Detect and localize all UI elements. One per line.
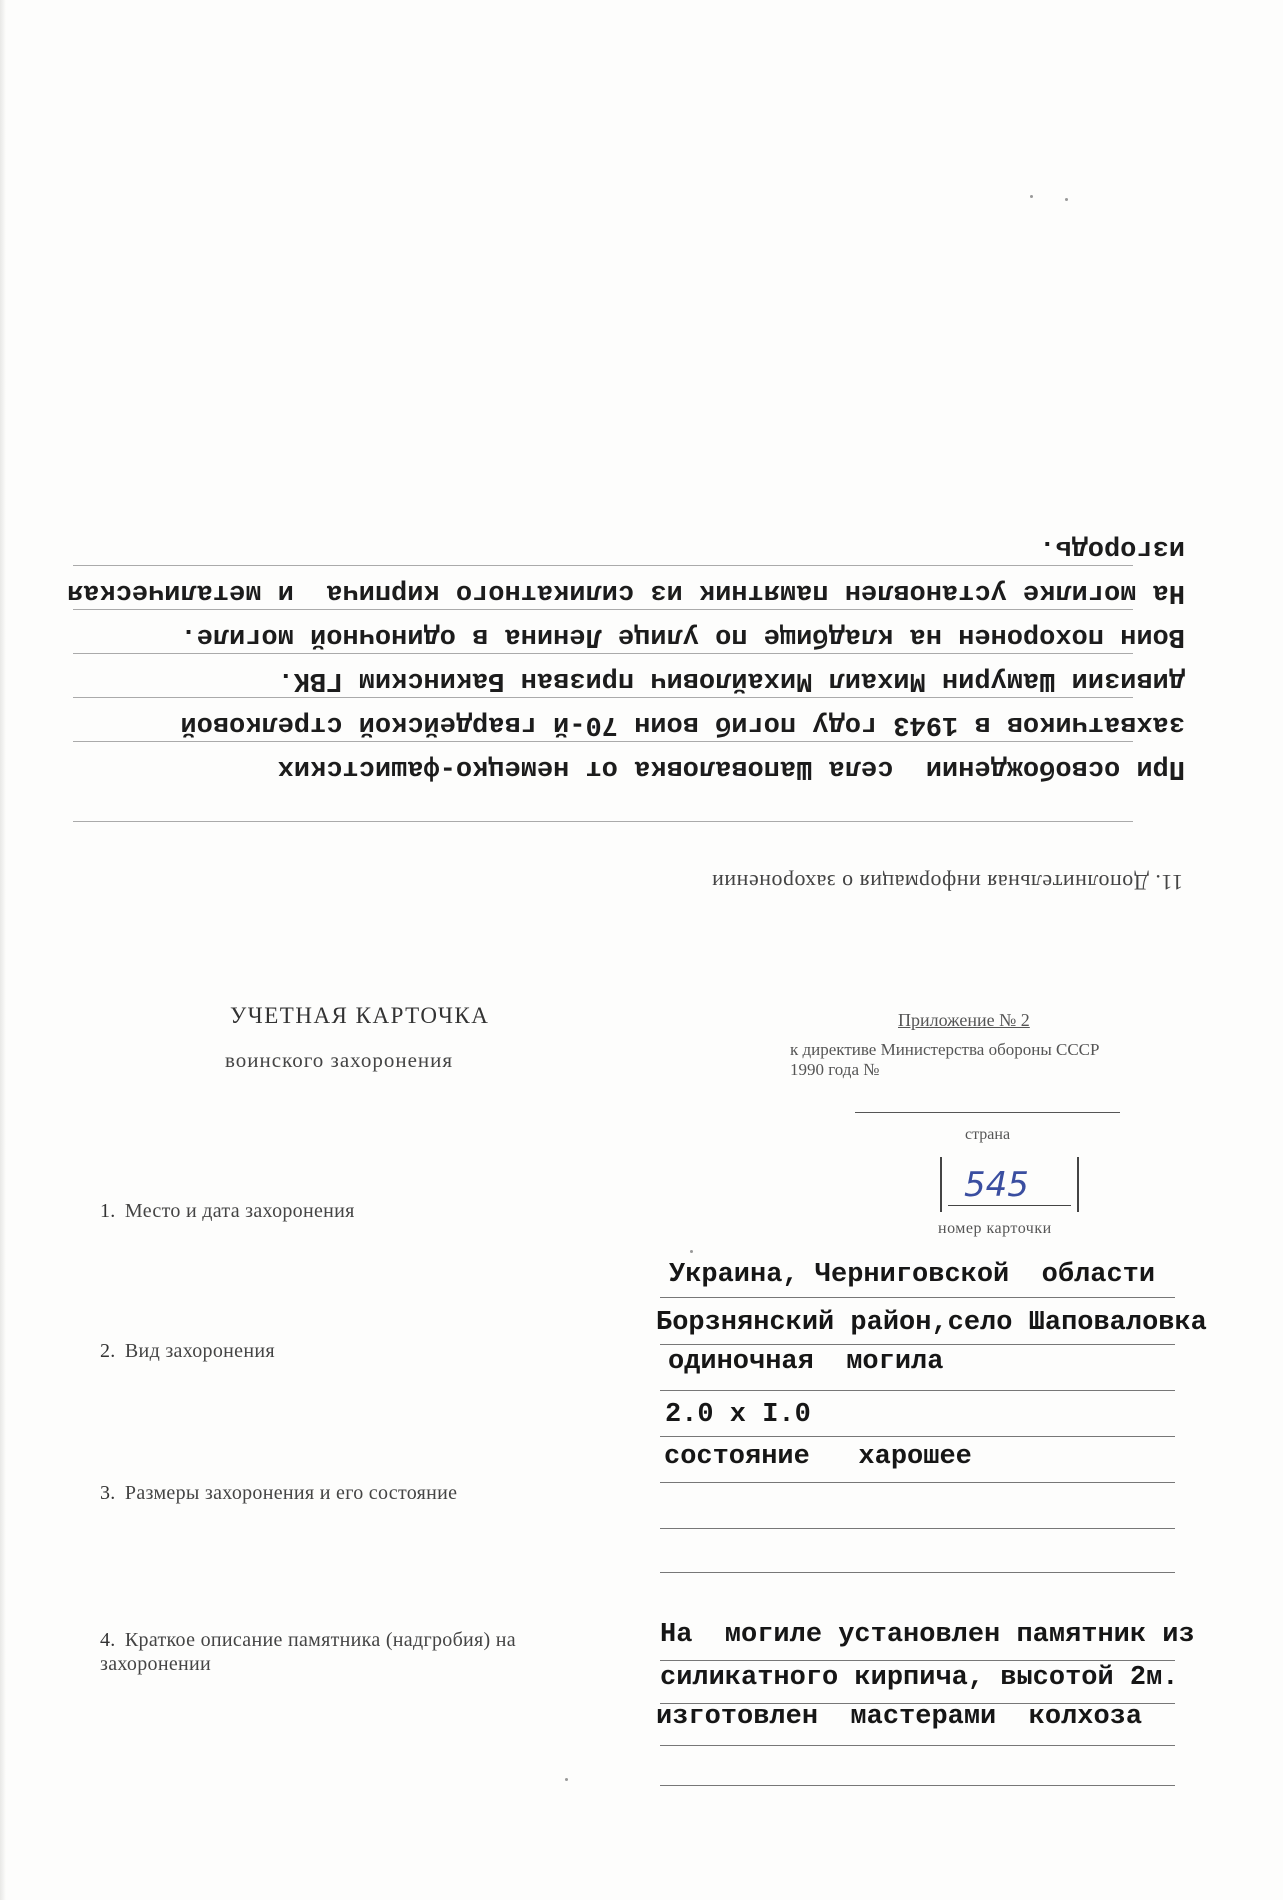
field-number: 2. — [100, 1340, 116, 1362]
directive-note — [790, 1040, 1170, 1080]
answer-rule — [660, 1436, 1175, 1437]
reverse-text-line: При освобождении села Шаповаловка от немецко-фашистских — [277, 753, 1185, 783]
country-field-line — [855, 1112, 1120, 1113]
answer-rule — [660, 1482, 1175, 1483]
field-label-text: Краткое описание памятника (надгробия) на захоронении — [100, 1629, 516, 1675]
directive-line: 1990 года № — [790, 1060, 880, 1079]
reverse-text-line: Воин похоронен на кладбище по улице Ленина в одиночной могиле. — [180, 621, 1185, 651]
field-4-answer-line-1: На могиле установлен памятник из — [660, 1620, 1195, 1650]
field-number: 1. — [100, 1200, 116, 1222]
answer-rule — [660, 1297, 1175, 1298]
card-number-label: номер карточки — [938, 1220, 1052, 1237]
field-4-answer-line-2: силикатного кирпича, высотой 2м. — [660, 1663, 1179, 1693]
reverse-typed-text — [65, 526, 1185, 790]
scan-speck — [1030, 195, 1033, 198]
answer-rule — [660, 1745, 1175, 1746]
field-1-answer-line-1: Украина, Черниговской области — [669, 1260, 1156, 1290]
field-number: 3. — [100, 1482, 116, 1504]
field-4-label — [100, 1628, 620, 1676]
reverse-text-line: дивизии Шамурин Михаил Михайлович призван Бакинским ГВК. — [277, 665, 1185, 695]
field-number: 4. — [100, 1629, 116, 1651]
field-1-label — [100, 1200, 355, 1223]
field-label-text: Размеры захоронения и его состояние — [124, 1482, 458, 1504]
answer-rule — [660, 1528, 1175, 1529]
scan-speck — [690, 1250, 693, 1253]
card-title: УЧЕТНАЯ КАРТОЧКА — [230, 1003, 490, 1028]
field-3-label — [100, 1482, 457, 1505]
card-number-handwritten: 545 — [964, 1165, 1029, 1205]
reverse-rule — [73, 821, 1133, 822]
scan-speck — [1065, 198, 1068, 201]
answer-rule — [660, 1390, 1175, 1391]
scan-speck — [565, 1778, 568, 1781]
card-subtitle: воинского захоронения — [225, 1048, 454, 1072]
reverse-text-line: изгородь. — [1039, 533, 1185, 563]
field-2-answer-line-1: одиночная могила — [668, 1347, 944, 1377]
field-3-answer-line-1: 2.0 х I.0 — [665, 1400, 811, 1430]
reverse-side-section — [0, 0, 1283, 940]
card-number-box — [940, 1157, 1079, 1212]
country-label: страна — [965, 1126, 1011, 1143]
reverse-text-line: захватчиков в 1943 году погиб воин 70-й гвардейской стрелковой — [180, 709, 1185, 739]
directive-line: к директиве Министерства обороны СССР — [790, 1040, 1100, 1059]
field-3-answer-line-2: состояние харошее — [664, 1442, 972, 1472]
field-label-text: Вид захоронения — [124, 1340, 275, 1362]
field-4-answer-line-3: изготовлен мастерами колхоза — [656, 1702, 1143, 1732]
field-2-label — [100, 1340, 275, 1363]
answer-rule — [660, 1660, 1175, 1661]
field-label-text: Место и дата захоронения — [124, 1200, 355, 1222]
answer-rule — [660, 1785, 1175, 1786]
field-1-answer-line-2: Борзнянский район,село Шаповаловка — [656, 1308, 1207, 1338]
answer-rule — [660, 1572, 1175, 1573]
answer-rule — [660, 1344, 1175, 1345]
reverse-heading: 11. Дополнительная информация о захоронении — [711, 870, 1183, 895]
appendix-label: Приложение № 2 — [898, 1010, 1030, 1030]
reverse-text-line: На могилке установлен памятник из силикатного кирпича и металическая — [67, 577, 1185, 607]
